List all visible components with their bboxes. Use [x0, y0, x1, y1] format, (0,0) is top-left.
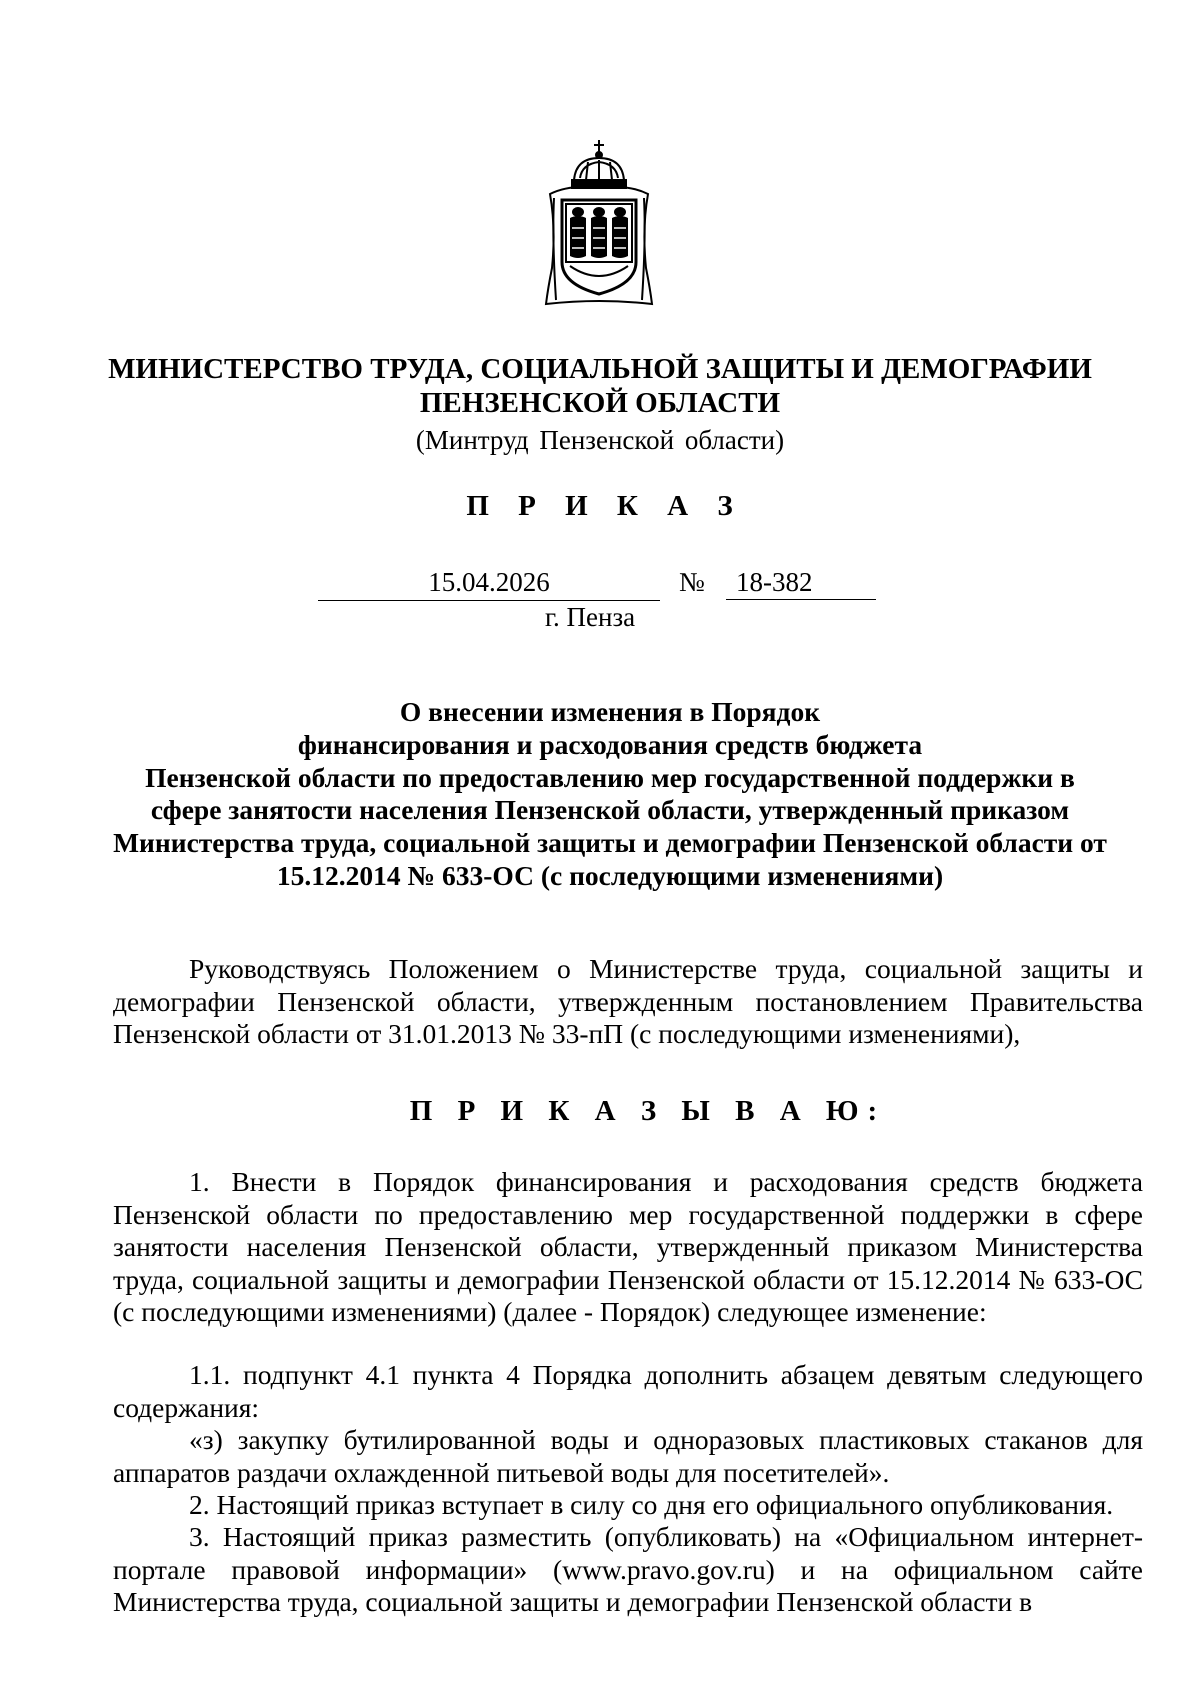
title-line: 15.12.2014 № 633-ОС (с последующими изменениями) — [276, 859, 944, 891]
document-title — [110, 696, 1110, 893]
title-line: О внесении изменения в Порядок — [399, 696, 821, 727]
title-line: сфере занятости населения Пензенской области, утвержденный приказом — [150, 794, 1070, 826]
coat-of-arms-icon — [540, 138, 658, 310]
clause-3: 3. Настоящий приказ разместить (опубликовать) на «Официальном интернет-портале правовой информации» (www.pravo.gov.ru) и на официальном сайте Министерства труда, социальной защиты и демографии Пензенской области в — [113, 1521, 1143, 1617]
clause-1-1-quote: «з) закупку бутилированной воды и одноразовых пластиковых стаканов для аппаратов раздачи охлажденной питьевой воды для посетителей». — [113, 1424, 1143, 1488]
document-place: г. Пенза — [545, 602, 636, 632]
document-type-heading: П Р И К А З — [466, 490, 744, 522]
number-sign: № — [679, 567, 705, 597]
ministry-short-name: (Минтруд Пензенской области) — [415, 425, 785, 455]
clause-1-1: 1.1. подпункт 4.1 пункта 4 Порядка дополнить абзацем девятым следующего содержания: — [113, 1359, 1143, 1423]
clause-2: 2. Настоящий приказ вступает в силу со дня его официального опубликования. — [189, 1489, 1114, 1520]
ministry-name-line-2: ПЕНЗЕНСКОЙ ОБЛАСТИ — [419, 387, 781, 419]
document-number: 18-382 — [726, 567, 876, 600]
preamble-paragraph: Руководствуясь Положением о Министерстве труда, социальной защиты и демографии Пензенской области, утвержденным постановлением Правительства Пензенской области от 31.01.2013 № 33-пП (с последующими изменениями), — [113, 953, 1143, 1049]
ministry-name-line-1: МИНИСТЕРСТВО ТРУДА, СОЦИАЛЬНОЙ ЗАЩИТЫ И ДЕМОГРАФИИ — [108, 353, 1092, 385]
title-line: Пензенской области по предоставлению мер государственной поддержки в — [145, 761, 1075, 793]
title-line: Министерства труда, социальной защиты и демографии Пензенской области от — [113, 827, 1107, 859]
clause-1: 1. Внести в Порядок финансирования и расходования средств бюджета Пензенской области по предоставлению мер государственной поддержки в сфере занятости населения Пензенской области, утвержденный приказом Министерства труда, социальной защиты и демографии Пензенской области от 15.12.2014 № 633-ОС (с последующими изменениями) (далее - Порядок) следующее изменение: — [113, 1166, 1143, 1327]
document-date: 15.04.2026 — [318, 567, 660, 601]
title-line: финансирования и расходования средств бюджета — [297, 728, 923, 760]
order-heading: П Р И К А З Ы В А Ю: — [409, 1095, 887, 1127]
